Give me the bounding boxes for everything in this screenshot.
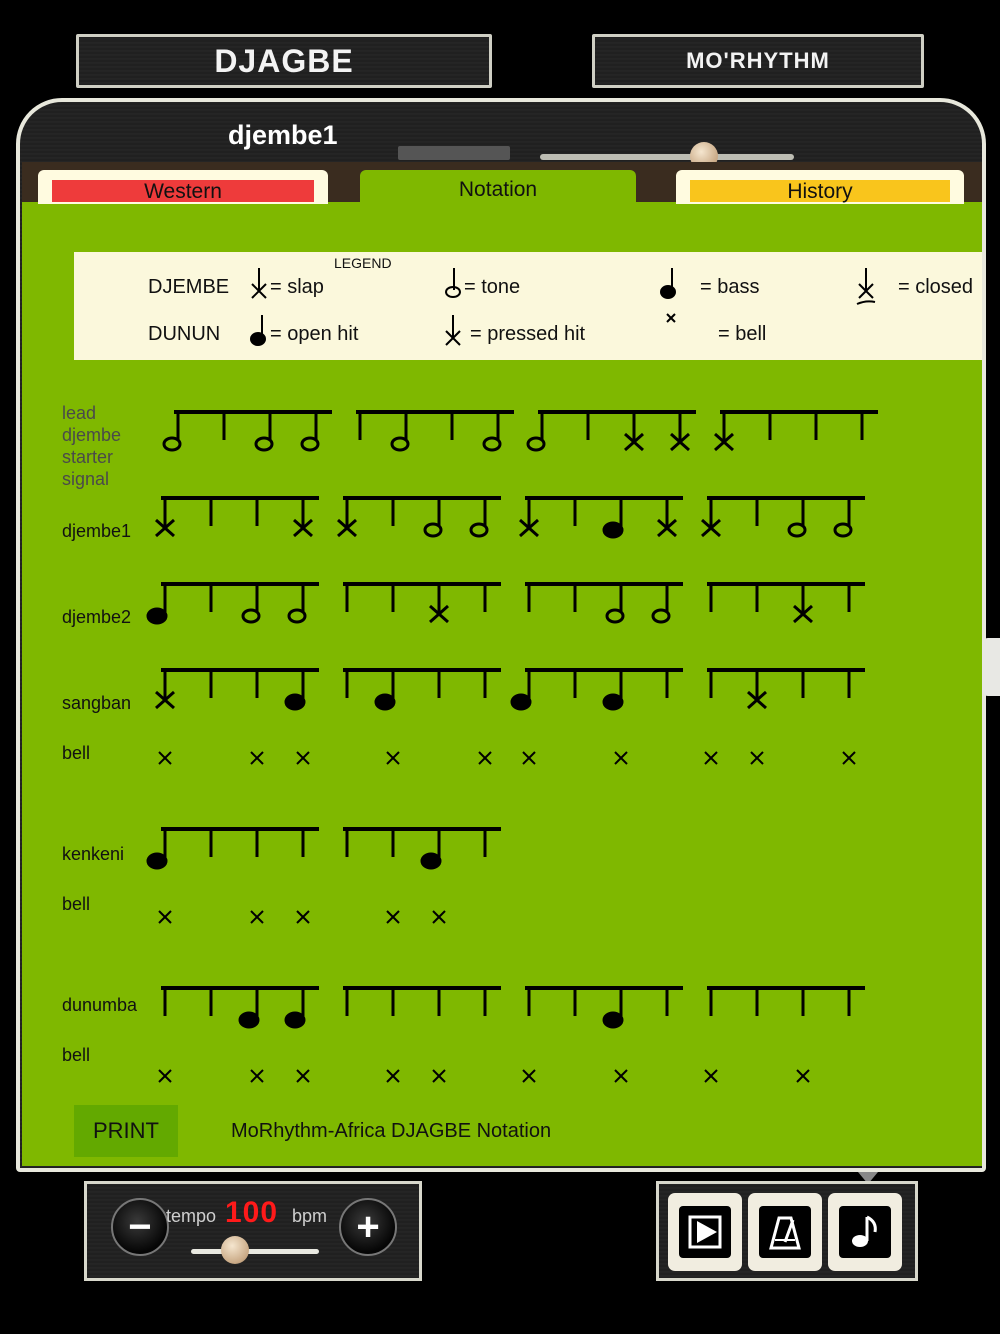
legend-open-hit: = open hit xyxy=(270,323,359,345)
row-label-dunumba: dunumba xyxy=(62,995,138,1015)
tone-note xyxy=(256,438,272,450)
tone-note xyxy=(392,438,408,450)
tone-note xyxy=(835,524,851,536)
row-label-sangban-bell: bell xyxy=(62,743,91,763)
legend-dunun-label: DUNUN xyxy=(148,323,221,345)
notation-caption: MoRhythm-Africa DJAGBE Notation xyxy=(231,1120,552,1142)
tone-note xyxy=(789,524,805,536)
bass-note xyxy=(604,523,622,537)
legend-symbols xyxy=(251,268,875,345)
bass-note xyxy=(604,1013,622,1027)
tempo-slider-track[interactable] xyxy=(191,1249,319,1254)
tab-notation-label: Notation xyxy=(458,178,538,201)
morhythm-logo-button[interactable] xyxy=(592,34,924,88)
print-button[interactable]: PRINT xyxy=(74,1105,178,1157)
morhythm-logo: MO'RHYTHM xyxy=(686,48,830,73)
legend-heading: LEGEND xyxy=(334,255,392,271)
tone-note xyxy=(528,438,544,450)
notation-staff xyxy=(22,162,982,1166)
notation-content xyxy=(22,162,982,1166)
tone-note xyxy=(164,438,180,450)
legend-closed-symbol xyxy=(857,301,875,304)
tone-note xyxy=(471,524,487,536)
tempo-slider-knob[interactable] xyxy=(221,1236,249,1264)
plus-icon: + xyxy=(356,1205,380,1249)
row-label-lead-line2: djembe xyxy=(62,425,122,445)
row-label-kenkeni-bell: bell xyxy=(62,894,91,914)
legend-tone: = tone xyxy=(464,276,521,298)
row-label-lead-line3: starter xyxy=(62,447,114,467)
row-label-kenkeni: kenkeni xyxy=(62,844,125,864)
note-icon xyxy=(839,1206,891,1258)
bass-note xyxy=(286,1013,304,1027)
minus-icon: − xyxy=(128,1205,152,1249)
bass-note xyxy=(376,695,394,709)
bass-note xyxy=(240,1013,258,1027)
legend-slap: = slap xyxy=(270,276,324,298)
tone-note xyxy=(425,524,441,536)
rhythm-notation xyxy=(148,412,878,1082)
legend-bass-symbol xyxy=(251,333,265,345)
row-label-djembe2: djembe2 xyxy=(62,607,132,627)
legend-pressed-hit: = pressed hit xyxy=(470,323,586,345)
legend-bell: = bell xyxy=(718,323,767,345)
row-label-lead-line4: signal xyxy=(62,469,110,489)
metronome-button[interactable] xyxy=(748,1193,822,1271)
legend-bass-symbol xyxy=(661,286,675,298)
legend-bass: = bass xyxy=(700,276,760,298)
row-label-djembe1: djembe1 xyxy=(62,521,132,541)
bass-note xyxy=(286,695,304,709)
bass-note xyxy=(148,609,166,623)
notation-button[interactable] xyxy=(828,1193,902,1271)
transport-controls xyxy=(656,1181,918,1281)
row-label-dunumba-bell: bell xyxy=(62,1045,91,1065)
tab-history-label: History xyxy=(690,180,950,202)
bass-note xyxy=(512,695,530,709)
row-label-lead-line1: lead xyxy=(62,403,97,423)
rhythm-title-button[interactable] xyxy=(76,34,492,88)
tone-note xyxy=(243,610,259,622)
tempo-increase-button[interactable] xyxy=(339,1198,397,1256)
tone-note xyxy=(302,438,318,450)
tempo-control xyxy=(84,1181,422,1281)
play-icon xyxy=(679,1206,731,1258)
volume-slider-track[interactable] xyxy=(540,154,794,160)
bass-note xyxy=(604,695,622,709)
metronome-icon xyxy=(759,1206,811,1258)
tempo-decrease-button[interactable] xyxy=(111,1198,169,1256)
legend-closed: = closed xyxy=(898,276,974,298)
tempo-value: 100 xyxy=(225,1196,279,1229)
bass-note xyxy=(148,854,166,868)
side-drawer-handle[interactable] xyxy=(982,638,1000,696)
legend-djembe-label: DJEMBE xyxy=(148,276,230,298)
tempo-unit: bpm xyxy=(292,1206,328,1226)
tone-note xyxy=(607,610,623,622)
play-button[interactable] xyxy=(668,1193,742,1271)
tempo-label: tempo xyxy=(166,1206,217,1226)
rhythm-title: DJAGBE xyxy=(214,42,354,79)
tone-note xyxy=(484,438,500,450)
tone-note xyxy=(289,610,305,622)
tone-note xyxy=(653,610,669,622)
row-label-sangban: sangban xyxy=(62,693,132,713)
track-name: djembe1 xyxy=(228,120,338,150)
bass-note xyxy=(422,854,440,868)
track-selector-stub[interactable] xyxy=(398,146,510,160)
tab-western-label: Western xyxy=(52,180,314,202)
